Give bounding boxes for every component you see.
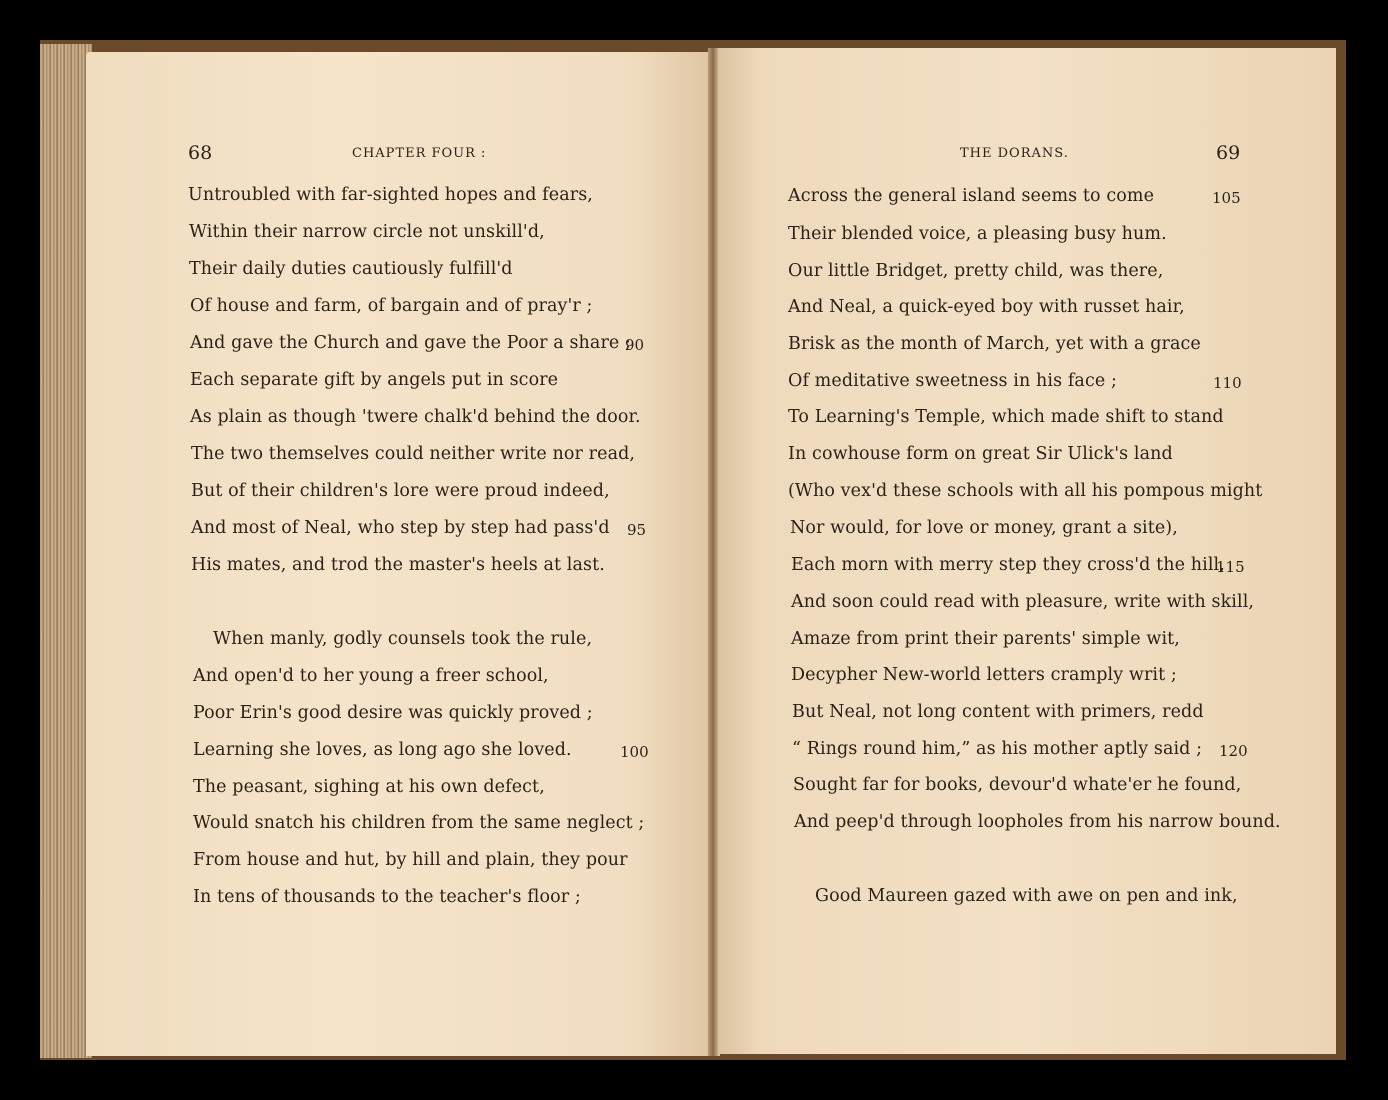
verse-line: Of meditative sweetness in his face ; (788, 371, 1117, 391)
line-number: 120 (1219, 742, 1248, 760)
verse-line: Across the general island seems to come (788, 186, 1155, 206)
verse-line: Each separate gift by angels put in score (190, 370, 559, 390)
verse-line: And gave the Church and gave the Poor a share ; (190, 333, 632, 353)
line-number: 105 (1212, 189, 1241, 207)
right-page-number: 69 (1216, 142, 1241, 164)
verse-line: Good Maureen gazed with awe on pen and ink, (815, 886, 1238, 906)
left-running-title: CHAPTER FOUR : (352, 146, 487, 161)
verse-line: Would snatch his children from the same neglect ; (193, 813, 645, 833)
line-number: 95 (627, 521, 647, 539)
verse-line: (Who vex'd these schools with all his pompous might (788, 481, 1263, 501)
verse-line: Nor would, for love or money, grant a site), (790, 518, 1178, 538)
line-number: 115 (1216, 558, 1245, 576)
verse-line: And open'd to her young a freer school, (193, 666, 549, 686)
verse-line: Their daily duties cautiously fulfill'd (189, 259, 513, 279)
verse-line: But of their children's lore were proud indeed, (191, 481, 610, 501)
verse-line: Our little Bridget, pretty child, was there, (788, 261, 1164, 281)
verse-line: “ Rings round him,” as his mother aptly said ; (792, 739, 1203, 759)
verse-line: Their blended voice, a pleasing busy hum. (788, 224, 1167, 244)
verse-line: Amaze from print their parents' simple wit, (791, 629, 1180, 649)
verse-line: In cowhouse form on great Sir Ulick's land (788, 444, 1173, 464)
line-number: 90 (625, 336, 645, 354)
verse-line: Decypher New-world letters cramply writ ; (791, 665, 1177, 685)
verse-line: Within their narrow circle not unskill'd, (189, 222, 545, 242)
left-page-number: 68 (188, 142, 213, 164)
verse-line: And most of Neal, who step by step had pass'd (191, 518, 610, 538)
verse-line: Poor Erin's good desire was quickly proved ; (193, 703, 593, 723)
book-gutter (708, 48, 718, 1056)
verse-line: Of house and farm, of bargain and of pray'r ; (190, 296, 593, 316)
page-stack-edges (40, 44, 92, 1058)
verse-line: And peep'd through loopholes from his narrow bound. (794, 812, 1281, 832)
verse-line: Each morn with merry step they cross'd the hill, (791, 555, 1225, 575)
verse-line: Untroubled with far-sighted hopes and fears, (188, 185, 593, 205)
verse-line: In tens of thousands to the teacher's floor ; (193, 887, 581, 907)
right-running-title: THE DORANS. (960, 146, 1069, 161)
verse-line: Brisk as the month of March, yet with a grace (788, 334, 1201, 354)
verse-line: As plain as though 'twere chalk'd behind the door. (190, 407, 641, 427)
line-number: 100 (620, 743, 649, 761)
verse-line: And soon could read with pleasure, write with skill, (791, 592, 1255, 612)
verse-line: Learning she loves, as long ago she loved. (193, 740, 572, 760)
verse-line: Sought far for books, devour'd whate'er he found, (793, 775, 1242, 795)
verse-line: To Learning's Temple, which made shift to stand (788, 407, 1224, 427)
verse-line: When manly, godly counsels took the rule, (213, 629, 593, 649)
verse-line: The peasant, sighing at his own defect, (193, 777, 545, 797)
verse-line: And Neal, a quick-eyed boy with russet hair, (788, 297, 1185, 317)
line-number: 110 (1213, 374, 1242, 392)
verse-line: His mates, and trod the master's heels at last. (191, 555, 605, 575)
verse-line: From house and hut, by hill and plain, they pour (193, 850, 628, 870)
verse-line: The two themselves could neither write nor read, (191, 444, 636, 464)
verse-line: But Neal, not long content with primers, redd (792, 702, 1204, 722)
